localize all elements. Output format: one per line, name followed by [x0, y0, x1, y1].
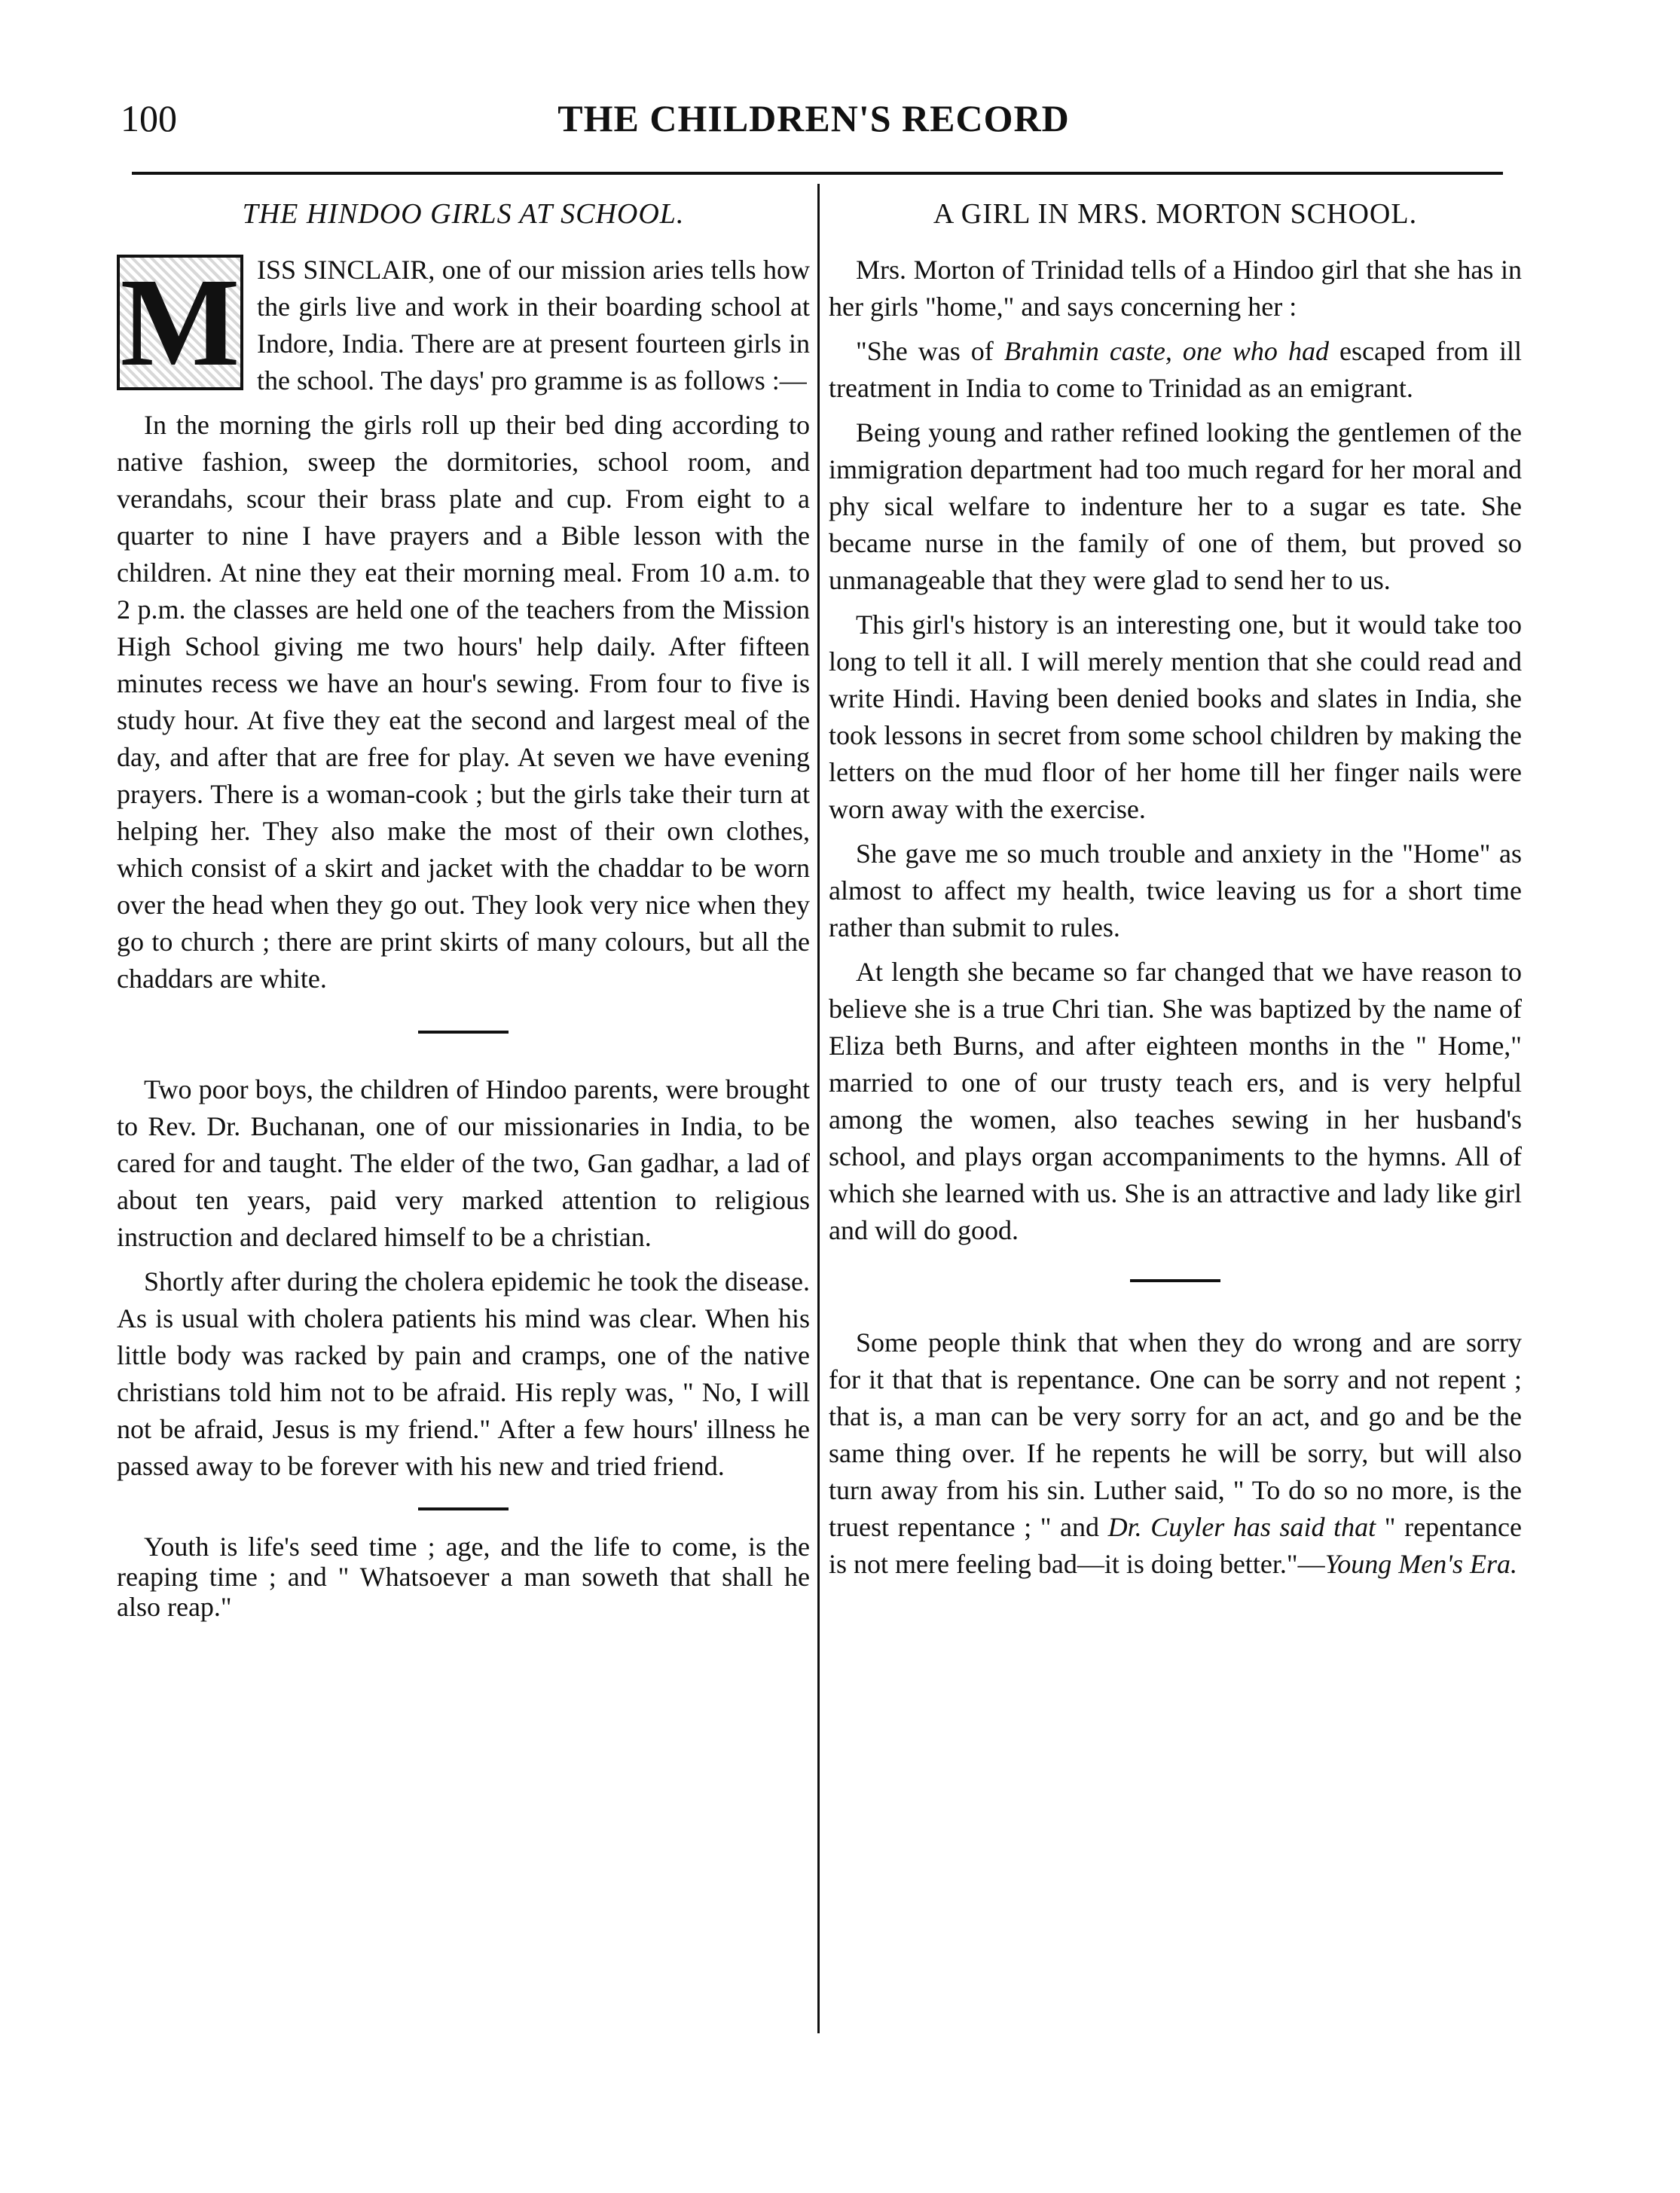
text-run: Some people think that when they do wrong and are sorry for it that that is repentance. One can be sorry and not repent ; that is, a man can be very sorry for an act, and go and be the same thing over. If he repents he will be sorry, but will also turn away from his sin. Luther said, " To do so no more, is the truest repentance ; " and [829, 1327, 1522, 1542]
italic-text-run: Brahmin caste, one who had [1003, 336, 1329, 366]
page-number: 100 [121, 97, 177, 139]
paragraph [829, 1324, 1522, 1583]
source-attribution: Young Men's Era. [1324, 1549, 1517, 1579]
left-column [117, 197, 810, 1629]
header-rule [132, 172, 1503, 175]
paragraph: This girl's history is an interesting one, but it would take too long to tell it all. I will merely mention that she could read and write Hindi. Having been denied books and slates in India, she took lessons in secret from some school children by making the letters on the mud floor of her home till her finger nails were worn away with the exercise. [829, 609, 1522, 824]
column-divider [817, 184, 820, 2033]
paragraph: In the morning the girls roll up their bed ding according to native fashion, sweep the dormitories, school room, and verandahs, scour their brass plate and cup. From eight to a quarter to nine I have prayers and a Bible lesson with the children. At nine they eat their morning meal. From 10 a.m. to 2 p.m. the classes are held one of the teachers from the Mission High School giving me two hours' help daily. After fifteen minutes recess we have an hour's sewing. From four to five is study hour. At five they eat the second and largest meal of the day, and after that are free for play. At seven we have evening prayers. There is a woman-cook ; but the girls take their turn at helping her. They also make the most of their own clothes, which consist of a skirt and jacket with the chaddar to be worn over the head when they go out. They look very nice when they go to church ; there are print skirts of many colours, but all the chaddars are white. [117, 410, 810, 994]
text-run: " repentance is not mere feeling bad—it is doing better."— [829, 1512, 1522, 1579]
text-run: "She was of [856, 336, 1004, 366]
drop-cap-letter: M [120, 252, 240, 392]
section-separator [1130, 1279, 1220, 1282]
paragraph: Youth is life's seed time ; age, and the life to come, is the reaping time ; and " Whatsoever a man soweth that shall he also reap." [117, 1532, 810, 1622]
paragraph: Two poor boys, the children of Hindoo parents, were brought to Rev. Dr. Buchanan, one of our missionaries in India, to be cared for and taught. The elder of the two, Gan gadhar, a lad of about ten years, paid very marked attention to religious instruction and declared himself to be a christian. [117, 1074, 810, 1252]
paragraph: At length she became so far changed that we have reason to believe she is a true Chri tian. She was baptized by the name of Eliza beth Burns, and after eighteen months in the " Home," married to one of our trusty teach ers, and is very helpful among the women, also teaches sewing in her husband's school, and plays organ accompaniments to the hymns. All of which she learned with us. She is an attractive and lady like girl and will do good. [829, 957, 1522, 1245]
article-two-poor-boys [117, 1071, 810, 1485]
page-header [121, 96, 1507, 157]
article-mrs-morton [829, 252, 1522, 1249]
drop-cap-ornament [117, 252, 243, 392]
paragraph: She gave me so much trouble and anxiety in the "Home" as almost to affect my health, twice leaving us for a short time rather than submit to rules. [829, 838, 1522, 942]
article-title-mrs-morton: A GIRL IN MRS. MORTON SCHOOL. [933, 198, 1418, 230]
section-separator [418, 1507, 509, 1510]
journal-title: THE CHILDREN'S RECORD [557, 97, 1070, 139]
article-hindoo-girls [117, 252, 810, 997]
section-separator [418, 1031, 509, 1034]
paragraph: Being young and rather refined looking the gentlemen of the immigration department had too much regard for her moral and phy sical welfare to indenture her to a sugar es tate. She became nurse in the family of one of them, but proved so unmanageable that they were glad to send her to us. [829, 417, 1522, 595]
italic-text-run: Dr. Cuyler has said that [1107, 1512, 1376, 1542]
paragraph: Mrs. Morton of Trinidad tells of a Hindoo girl that she has in her girls "home," and says concerning her : [829, 255, 1522, 322]
article-repentance [829, 1324, 1522, 1583]
article-title-hindoo-girls: THE HINDOO GIRLS AT SCHOOL. [242, 198, 685, 230]
paragraph: Shortly after during the cholera epidemic he took the disease. As is usual with cholera patients his mind was clear. When his little body was racked by pain and cramps, one of the native christians told him not to be afraid. His reply was, " No, I will not be afraid, Jesus is my friend." After a few hours' illness he passed away to be forever with his new and tried friend. [117, 1266, 810, 1481]
text-run: escaped from ill treatment in India to come to Trinidad as an emigrant. [829, 336, 1522, 403]
article-youth-seed-time [117, 1532, 810, 1622]
paragraph [829, 333, 1522, 407]
right-column [829, 197, 1522, 1590]
paragraph: ISS SINCLAIR, one of our mission aries tells how the girls live and work in their boarding school at Indore, India. There are at present fourteen girls in the school. The days' pro gramme is as follows :— [257, 255, 810, 396]
